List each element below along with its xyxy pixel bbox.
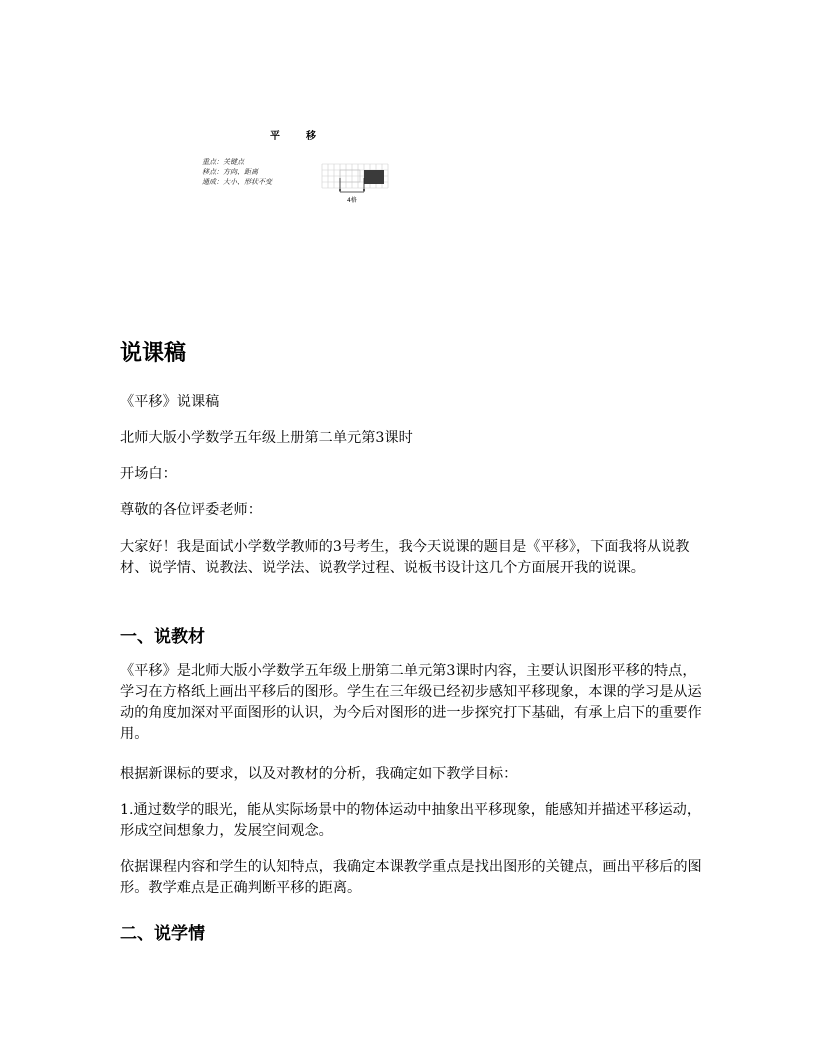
- board-title-char-2: 移: [306, 131, 316, 142]
- grid-translation-figure: [318, 160, 390, 208]
- arrow-dot-left: [339, 189, 341, 191]
- paragraph-objectives-intro: 根据新课标的要求，以及对教材的分析，我确定如下教学目标：: [120, 766, 518, 782]
- section-heading-students: 二、说学情: [120, 924, 205, 944]
- paragraph-introduction: 大家好！我是面试小学数学教师的3号考生，我今天说课的题目是《平移》，下面我将从说教材、说学情、说教法、说学法、说教学过程、说板书设计这几个方面展开我的说课。: [120, 539, 690, 576]
- paragraph-greeting: 尊敬的各位评委老师：: [120, 502, 262, 518]
- paragraph-objective-1: 1.通过数学的眼光，能从实际场景中的物体运动中抽象出平移现象，能感知并描述平移运动，形成空间想象力，发展空间观念。: [120, 802, 702, 839]
- board-note: 重点：关键点: [202, 158, 244, 166]
- board-title: [270, 127, 316, 142]
- document-title: 说课稿: [120, 341, 187, 366]
- translated-shape: [364, 170, 384, 184]
- paragraph-textbook-info: 北师大版小学数学五年级上册第二单元第3课时: [120, 430, 413, 446]
- board-notes: [202, 157, 272, 187]
- paragraph-lesson-title: 《平移》说课稿: [120, 394, 220, 410]
- board-note: 通成：大小、形状不变: [202, 178, 272, 186]
- distance-label: 4格: [347, 197, 357, 204]
- paragraph-opening-label: 开场白：: [120, 466, 177, 482]
- paragraph-key-points: 依据课程内容和学生的认知特点，我确定本课教学重点是找出图形的关键点，画出平移后的图形。教学难点是正确判断平移的距离。: [120, 859, 702, 896]
- paragraph-textbook-analysis: 《平移》是北师大版小学数学五年级上册第二单元第3课时内容，主要认识图形平移的特点，学习在方格纸上画出平移后的图形。学生在三年级已经初步感知平移现象，本课的学习是从运动的角度加深对平面图形的认识，为今后对图形的进一步探究打下基础，有承上启下的重要作用。: [120, 663, 702, 742]
- board-note: 移点：方向、距离: [202, 168, 258, 176]
- board-title-char-1: 平: [270, 131, 280, 142]
- arrow-dot-right: [363, 189, 365, 191]
- section-heading-textbook: 一、说教材: [120, 627, 205, 647]
